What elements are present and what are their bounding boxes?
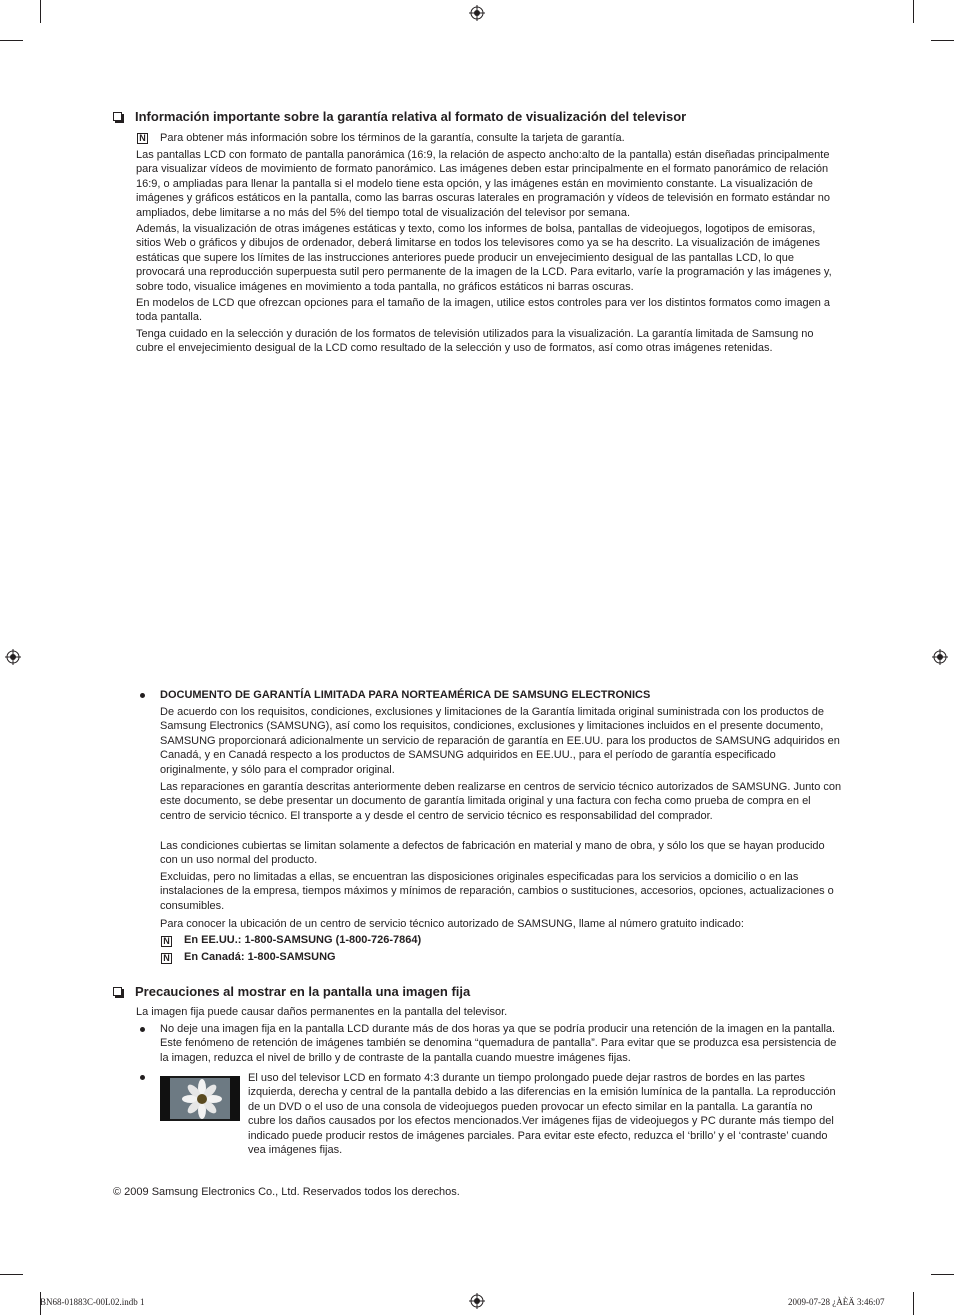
- checkbox-square-icon: [113, 112, 122, 121]
- paragraph: En modelos de LCD que ofrezcan opciones para el tamaño de la imagen, utilice estos controles para ver los distintos formatos como imagen a toda pantalla.: [136, 297, 830, 324]
- bullet-icon: [140, 1027, 145, 1032]
- crop-mark: [931, 1274, 954, 1275]
- crop-mark: [913, 1292, 914, 1315]
- paragraph: No deje una imagen fija en la pantalla LCD durante más de dos horas ya que se podría producir una retención de la imagen en la pantalla. Este fenómeno de retención de imágenes también se denomina “quemadura de pantalla”. Para evitar que se produzca esa persistencia de la imagen, reduzca el nivel de brillo y de contraste de la pantalla cuando muestre imágenes fijas.: [160, 1023, 837, 1064]
- crop-mark: [0, 1274, 23, 1275]
- crop-mark: [40, 0, 41, 23]
- paragraph: Las pantallas LCD con formato de pantalla panorámica (16:9, la relación de aspecto ancho:alto de la pantalla) están diseñadas principalmente para visualizar vídeos de movimiento de formato panorámico. Las imágenes deben estar principalmente en el formato panorámico de relación 16:9, o ampliadas para llenar la pantalla si el modelo tiene esta opción, y las imágenes están en movimiento constante. La visualización de imágenes y gráficos estáticos en la pantalla, como las barras oscuras laterales en programación y vídeos de televisión en formato estándar no ampliados, debe limitarse a no más del 5% del tiempo total de visualización del televisor por semana.: [136, 149, 830, 219]
- paragraph: El uso del televisor LCD en formato 4:3 durante un tiempo prolongado puede dejar rastros de bordes en las partes izquierda, derecha y central de la pantalla debido a las diferencias en la emisión lumínica de la pantalla. La reproducción de un DVD o el uso de una consola de videojuegos pueden provocar un efecto similar en la pantalla. La garantía no cubre los daños causados por los efectos mencionados.Ver imágenes fijas de videojuegos y PC durante más tiempo del indicado puede producir restos de imágenes parciales. Para evitar este efecto, reduzca el ‘brillo’ y el ‘contraste’ cuando vea imágenes fijas.: [248, 1072, 836, 1157]
- paragraph: Para conocer la ubicación de un centro de servicio técnico autorizado de SAMSUNG, llame al número gratuito indicado:: [160, 918, 744, 930]
- registration-mark-icon: [469, 1293, 485, 1309]
- crop-mark: [0, 40, 23, 41]
- section-title: Precauciones al mostrar en la pantalla una imagen fija: [135, 984, 471, 999]
- section-title: DOCUMENTO DE GARANTÍA LIMITADA PARA NORTEAMÉRICA DE SAMSUNG ELECTRONICS: [160, 689, 651, 701]
- copyright: © 2009 Samsung Electronics Co., Ltd. Reservados todos los derechos.: [113, 1186, 460, 1198]
- flower-image: [160, 1076, 240, 1121]
- section-title: Información importante sobre la garantía relativa al formato de visualización del televisor: [135, 109, 687, 124]
- crop-mark: [913, 0, 914, 23]
- phone-canada: En Canadá: 1-800-SAMSUNG: [184, 951, 336, 963]
- paragraph: De acuerdo con los requisitos, condiciones, exclusiones y limitaciones de la Garantía limitada original suministrada con los productos de Samsung Electronics (SAMSUNG), así como los requisitos, condiciones, exclusiones y limitaciones incluidos en el presente documento, SAMSUNG proporcionará adicionalmente un servicio de reparación de garantía en EE.UU. para los productos de SAMSUNG adquiridos en Canadá, y en Canadá respecto a los productos de SAMSUNG adquiridos en EE.UU., para el período de garantía especificado originalmente, y sólo para el comprador original.: [160, 706, 840, 776]
- paragraph: Las condiciones cubiertas se limitan solamente a defectos de fabricación en material y mano de obra, y sólo los que se hayan producido con un uso normal del producto.: [160, 840, 825, 867]
- registration-mark-icon: [5, 649, 21, 665]
- registration-mark-icon: [932, 649, 948, 665]
- crop-mark: [931, 40, 954, 41]
- bullet-icon: [140, 693, 145, 698]
- paragraph: La imagen fija puede causar daños permanentes en la pantalla del televisor.: [136, 1006, 508, 1018]
- footer-timestamp: 2009-07-28 ¿ÀÈÄ 3:46:07: [788, 1297, 885, 1307]
- note-text: Para obtener más información sobre los términos de la garantía, consulte la tarjeta de garantía.: [160, 132, 625, 144]
- note-icon: N: [137, 133, 148, 144]
- checkbox-square-icon: [113, 987, 122, 996]
- footer-file-name: BN68-01883C-00L02.indb 1: [40, 1297, 145, 1307]
- registration-mark-icon: [469, 5, 485, 21]
- paragraph: Excluidas, pero no limitadas a ellas, se encuentran las disposiciones originales especificadas para los servicios a domicilio o en las instalaciones de la empresa, tiempos máximos y mínimos de reparación, cambios o sustituciones, accesorios, opciones, actualizaciones o consumibles.: [160, 871, 834, 912]
- bullet-icon: [140, 1075, 145, 1080]
- paragraph: Tenga cuidado en la selección y duración de los formatos de televisión utilizados para la visualización. La garantía limitada de Samsung no cubre el envejecimiento desigual de la LCD como resultado de la selección y uso de formatos, así como otras imágenes retenidas.: [136, 328, 814, 355]
- paragraph: Además, la visualización de otras imágenes estáticas y texto, como los informes de bolsa, pantallas de videojuegos, logotipos de emisoras, sitios Web o gráficos y dibujos de ordenador, deberá limitarse en todos los televisores como ya se ha descrito. La visualización de imágenes estáticas que supere los límites de las instrucciones anteriores puede producir un envejecimiento desigual de las pantallas LCD, lo que provocará una reproducción superpuesta sutil pero permanente de la imagen de la LCD. Para evitarlo, varíe la programación y las imágenes y, sobre todo, visualice imágenes en movimiento a toda pantalla, no gráficos estáticos ni barras oscuras.: [136, 223, 832, 293]
- note-icon: N: [161, 953, 172, 964]
- phone-us: En EE.UU.: 1-800-SAMSUNG (1-800-726-7864): [184, 934, 422, 946]
- paragraph: Las reparaciones en garantía descritas anteriormente deben realizarse en centros de servicio técnico autorizados de SAMSUNG. Junto con este documento, se debe presentar un documento de garantía limitada original y una factura con fecha como prueba de compra en el centro de servicio técnico. El transporte a y desde el centro de servicio técnico es responsabilidad del comprador.: [160, 781, 842, 822]
- note-icon: N: [161, 936, 172, 947]
